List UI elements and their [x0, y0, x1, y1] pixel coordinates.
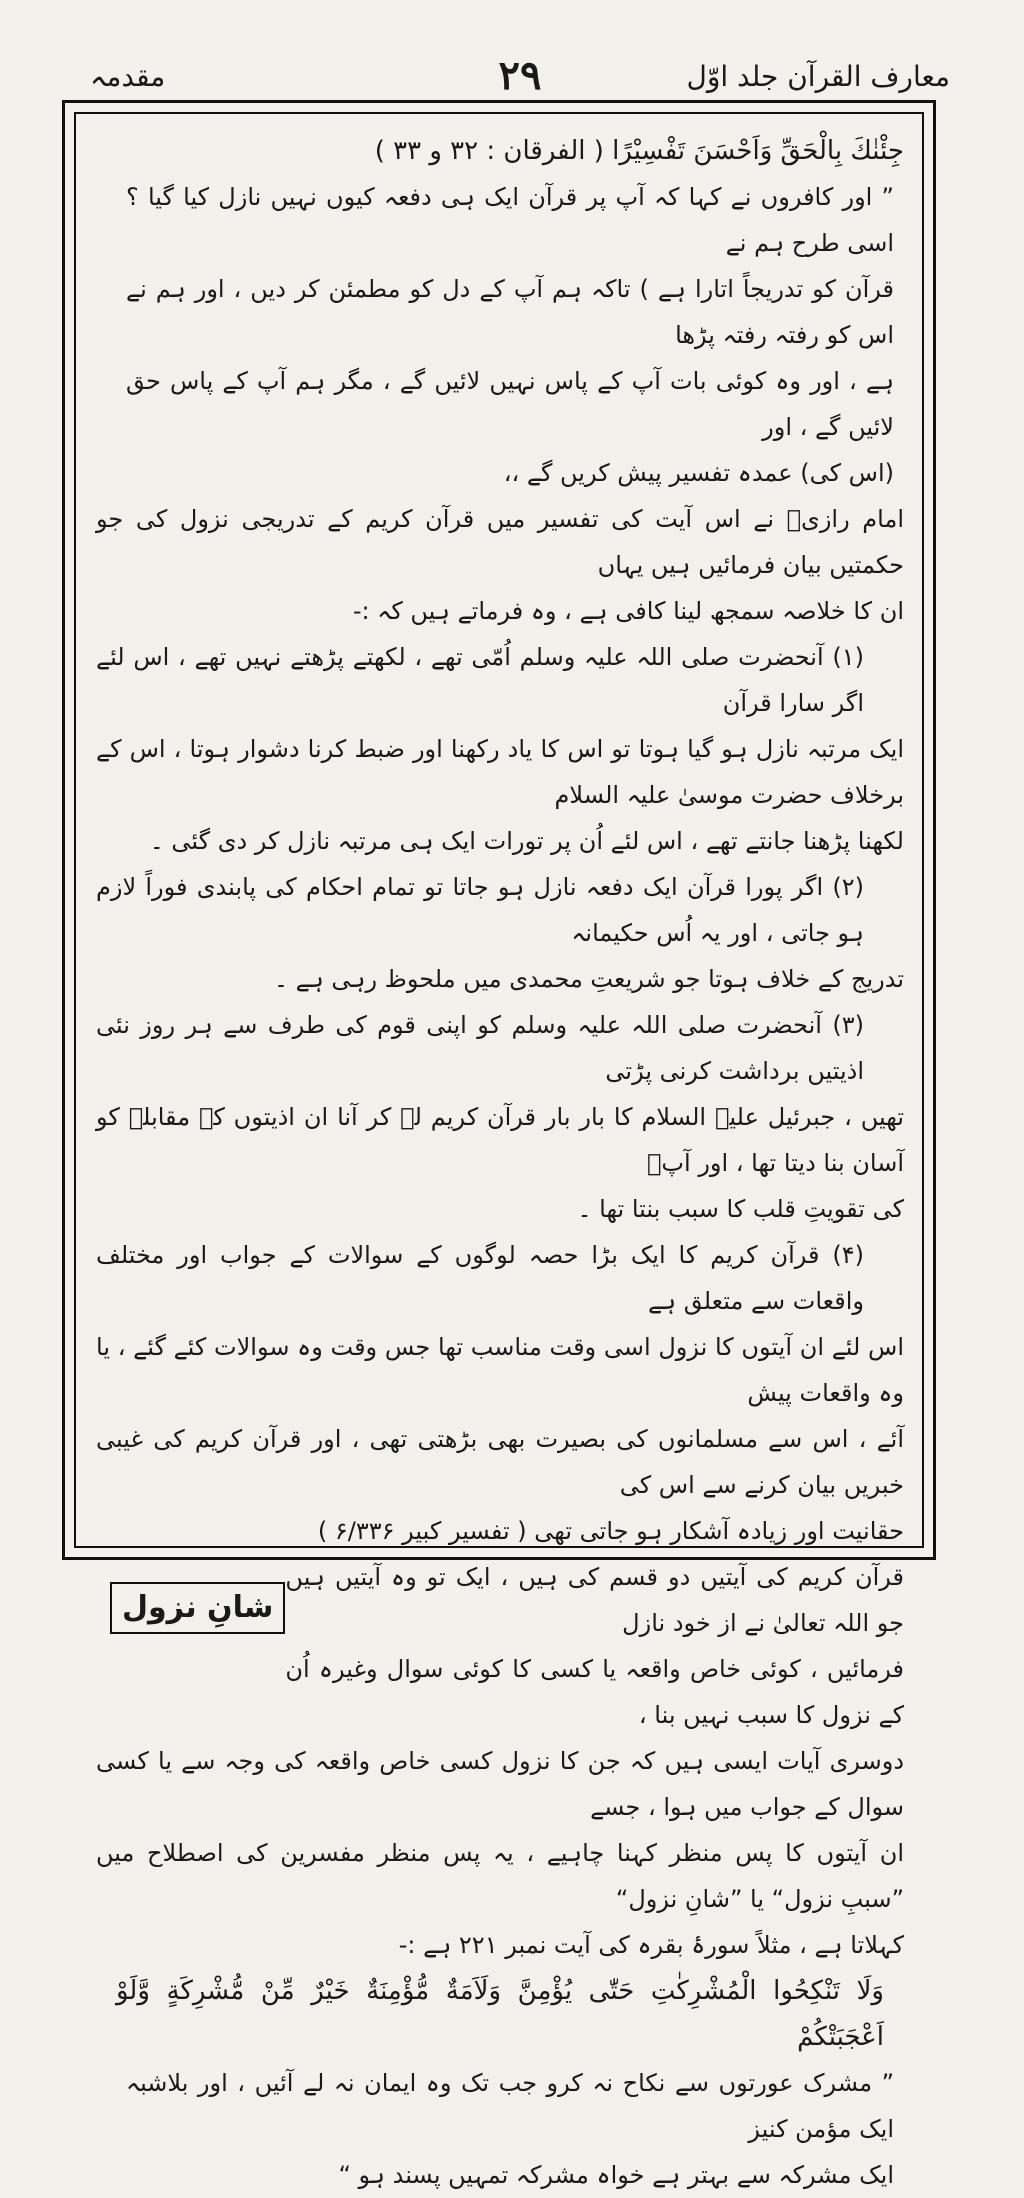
- point-2-line: (۲) اگر پورا قرآن ایک دفعہ نازل ہو جاتا تو تمام احکام کی پابندی فوراً لازم ہو جاتی ، اور یہ اُس حکیمانہ: [96, 873, 864, 947]
- intro-line: امام رازیؒ نے اس آیت کی تفسیر میں قرآن کریم کے تدریجی نزول کی جو حکمتیں بیان فرمائیں ہیں یہاں: [96, 505, 904, 579]
- shan-intro: [285, 1554, 904, 1738]
- point-2-line: تدریج کے خلاف ہوتا جو شریعتِ محمدی میں ملحوظ رہی ہے ۔: [273, 965, 904, 993]
- verse-2-translation-line: ایک مشرکہ سے بہتر ہے خواہ مشرکہ تمہیں پسند ہو “: [338, 2161, 894, 2189]
- point-3-line: کی تقویتِ قلب کا سبب بنتا تھا ۔: [577, 1195, 904, 1223]
- shan-intro-line: فرمائیں ، کوئی خاص واقعہ یا کسی کا کوئی سوال وغیرہ اُن کے نزول کا سبب نہیں بنا ،: [285, 1655, 904, 1729]
- point-1-line: لکھنا پڑھنا جانتے تھے ، اس لئے اُن پر تورات ایک ہی مرتبہ نازل کر دی گئی ۔: [149, 827, 904, 855]
- verse-translation-line: (اس کی) عمدہ تفسیر پیش کریں گے ،،: [503, 459, 894, 487]
- quran-verse: جِئْنٰكَ بِالْحَقِّ وَاَحْسَنَ تَفْسِيْرًا ( الفرقان : ۳۲ و ۳۳ ): [374, 136, 904, 166]
- page-content: [96, 128, 904, 2189]
- section-title: مقدمہ: [90, 60, 166, 93]
- section-heading-box: شانِ نزول: [110, 1582, 285, 1634]
- verse-translation-line: قرآن کو تدریجاً اتارا ہے ) تاکہ ہم آپ کے دل کو مطمئن کر دیں ، اور ہم نے اس کو رفتہ رفتہ پڑھا: [126, 275, 894, 349]
- shan-line: دوسری آیات ایسی ہیں کہ جن کا نزول کسی خاص واقعہ کی وجہ سے یا کسی سوال کے جواب میں ہوا ، جسے: [96, 1747, 904, 1821]
- intro-line: ان کا خلاصہ سمجھ لینا کافی ہے ، وہ فرماتے ہیں کہ :-: [352, 597, 904, 625]
- point-1-line: (۱) آنحضرت صلی اللہ علیہ وسلم اُمّی تھے ، لکھتے پڑھتے نہیں تھے ، اس لئے اگر سارا قرآن: [96, 643, 864, 717]
- point-3-line: (۳) آنحضرت صلی اللہ علیہ وسلم کو اپنی قوم کی طرف سے ہر روز نئی اذیتیں برداشت کرنی پڑتی: [96, 1011, 864, 1085]
- shan-e-nuzul-section: [96, 1554, 904, 1738]
- page-number: ۲۹: [498, 52, 542, 99]
- quran-verse-2: وَلَا تَنْكِحُوا الْمُشْرِكٰتِ حَتّٰى يُؤْمِنَّ وَلَاَمَةٌ مُّؤْمِنَةٌ خَيْرٌ مِّنْ مُّشْرِكَةٍ وَّلَوْ اَعْجَبَتْكُمْ: [116, 1976, 884, 2052]
- shan-intro-line: قرآن کریم کی آیتیں دو قسم کی ہیں ، ایک تو وہ آیتیں ہیں جو اللہ تعالیٰ نے از خود نازل: [285, 1563, 904, 1637]
- book-title: معارف القرآن جلد اوّل: [686, 60, 950, 93]
- point-4-line: اس لئے ان آیتوں کا نزول اسی وقت مناسب تھا جس وقت وہ سوالات کئے گئے ، یا وہ واقعات پیش: [96, 1333, 904, 1407]
- verse-translation-line: ” اور کافروں نے کہا کہ آپ پر قرآن ایک ہی دفعہ کیوں نہیں نازل کیا گیا ؟ اسی طرح ہم نے: [126, 183, 894, 257]
- verse-translation-line: ہے ، اور وہ کوئی بات آپ کے پاس نہیں لائیں گے ، مگر ہم آپ کے پاس حق لائیں گے ، اور: [126, 367, 894, 441]
- point-3-line: تھیں ، جبرئیل علیہ السلام کا بار بار قرآن کریم لے کر آنا ان اذیتوں کے مقابلے کو آسان بنا دیتا تھا ، اور آپؐ: [96, 1103, 904, 1177]
- verse-2-translation-line: ” مشرک عورتوں سے نکاح نہ کرو جب تک وہ ایمان نہ لے آئیں ، اور بلاشبہ ایک مؤمن کنیز: [126, 2069, 894, 2143]
- point-4-line: حقانیت اور زیادہ آشکار ہو جاتی تھی ( تفسیر کبیر ۶/۳۳۶ ): [317, 1517, 904, 1545]
- shan-line: ان آیتوں کا پس منظر کہنا چاہیے ، یہ پس منظر مفسرین کی اصطلاح میں ”سببِ نزول“ یا ”شانِ نزول“: [96, 1839, 904, 1913]
- page-header: [90, 52, 950, 102]
- point-1-line: ایک مرتبہ نازل ہو گیا ہوتا تو اس کا یاد رکھنا اور ضبط کرنا دشوار ہوتا ، اس کے برخلاف حضرت موسیٰ علیہ السلام: [96, 735, 904, 809]
- point-4-line: (۴) قرآن کریم کا ایک بڑا حصہ لوگوں کے سوالات کے جواب اور مختلف واقعات سے متعلق ہے: [96, 1241, 864, 1315]
- point-4-line: آئے ، اس سے مسلمانوں کی بصیرت بھی بڑھتی تھی ، اور قرآن کریم کی غیبی خبریں بیان کرنے سے اس کی: [96, 1425, 904, 1499]
- shan-line: کہلاتا ہے ، مثلاً سورۂ بقرہ کی آیت نمبر ۲۲۱ ہے :-: [398, 1931, 904, 1959]
